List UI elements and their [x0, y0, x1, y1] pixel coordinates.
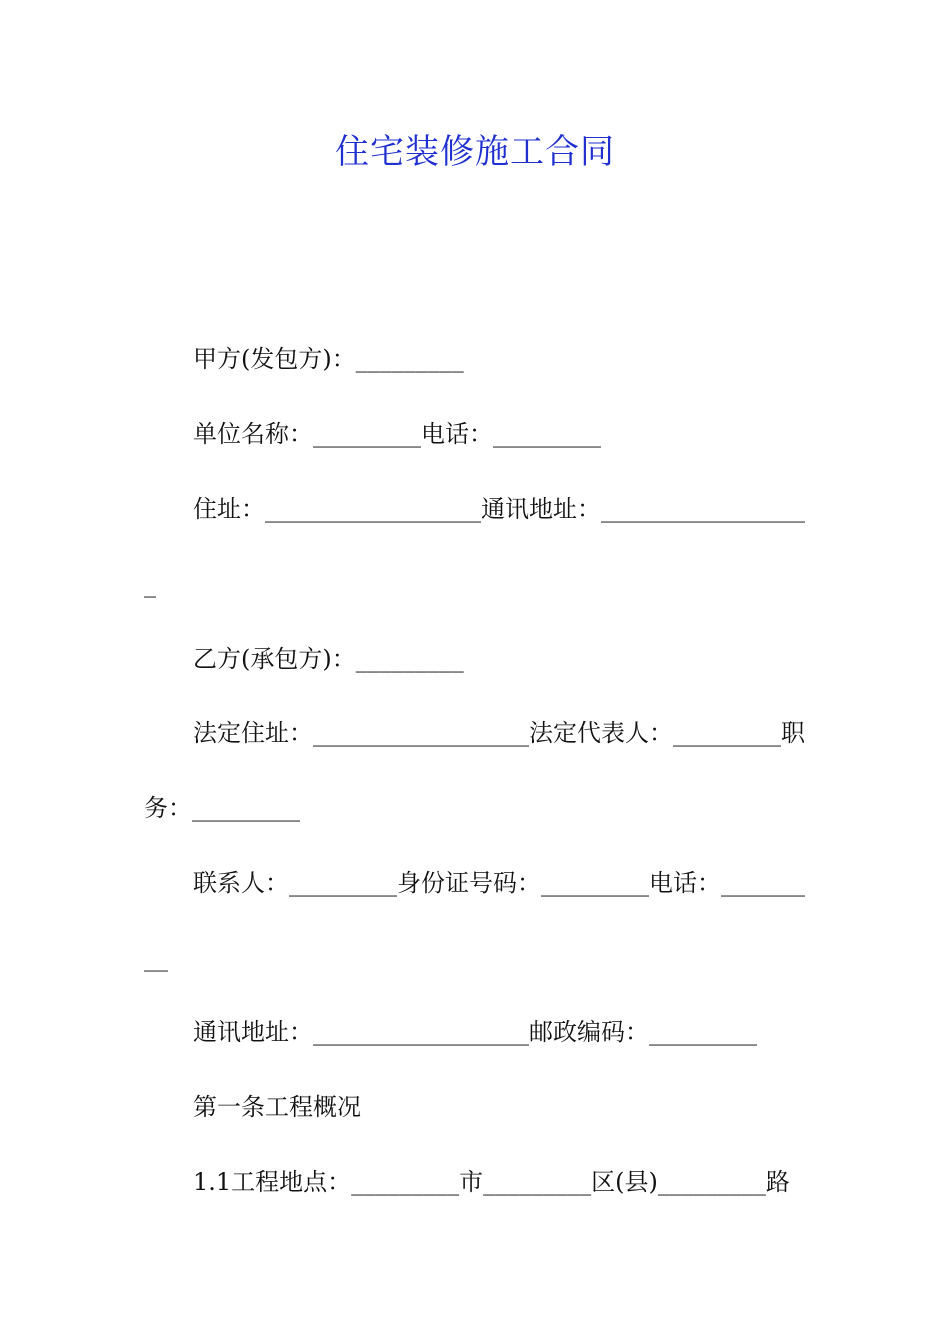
- legal-address-line: 法定住址：__________________法定代表人：_________职: [193, 719, 805, 747]
- article-one-heading: 第一条工程概况: [193, 1093, 361, 1121]
- project-location-line: 1.1工程地点：_________市_________区(县)_________路: [193, 1168, 790, 1196]
- mailing-address-line: 通讯地址：__________________邮政编码：_________: [193, 1018, 757, 1046]
- document-title: 住宅装修施工合同: [335, 132, 615, 172]
- position-line: 务：_________: [144, 794, 300, 822]
- party-a-line: 甲方(发包方)：_________: [193, 345, 464, 373]
- party-b-line: 乙方(承包方)：_________: [193, 645, 464, 673]
- contact-continuation: __: [144, 944, 168, 972]
- address-line: 住址：__________________通讯地址：_________________: [193, 495, 805, 523]
- unit-name-phone-line: 单位名称：_________电话：_________: [193, 420, 601, 448]
- address-continuation: _: [144, 570, 156, 598]
- contact-line: 联系人：_________身份证号码：_________电话：_______: [193, 869, 805, 897]
